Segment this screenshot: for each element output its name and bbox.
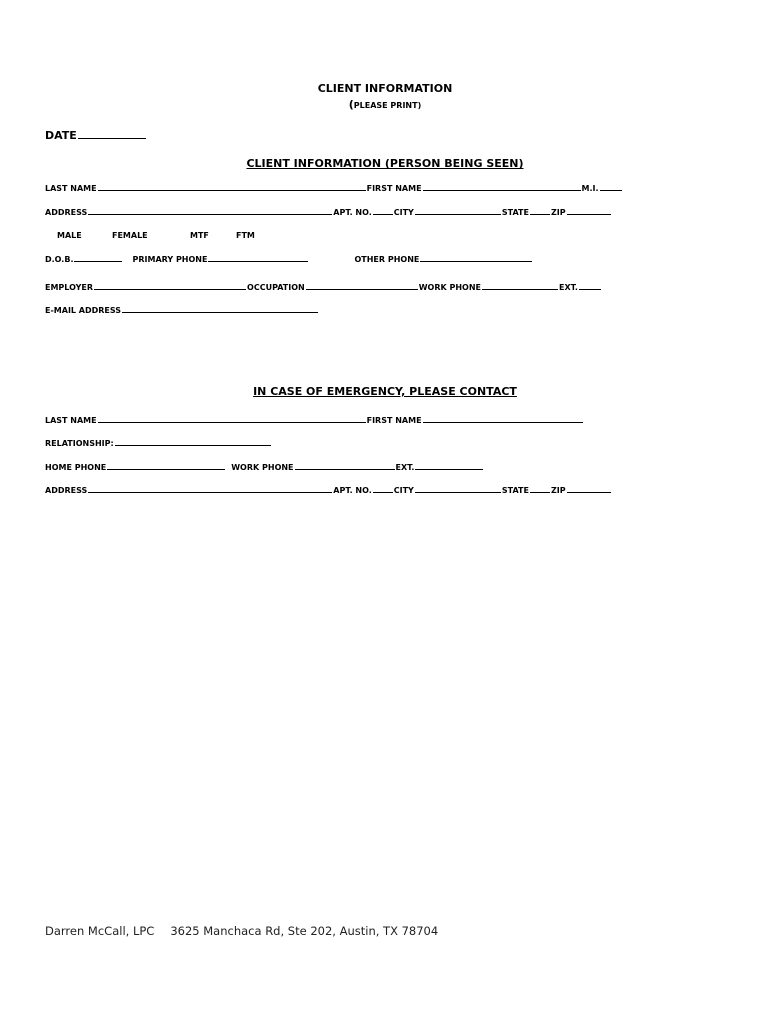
page-footer	[45, 924, 454, 938]
footer-practitioner-name: Darren McCall, LPC	[45, 924, 155, 938]
client-occupation-label: OCCUPATION	[247, 283, 305, 292]
client-address-label: ADDRESS	[45, 208, 88, 217]
date-field[interactable]	[78, 138, 146, 139]
emergency-work-phone-field[interactable]	[295, 469, 395, 470]
client-first-name-label: FIRST NAME	[366, 184, 422, 193]
emergency-address-label: ADDRESS	[45, 486, 88, 495]
client-name-row	[45, 184, 623, 193]
emergency-city-field[interactable]	[415, 492, 501, 493]
emergency-relationship-field[interactable]	[115, 445, 271, 446]
client-state-label: STATE	[501, 208, 529, 217]
emergency-last-name-field[interactable]	[98, 422, 366, 423]
client-primary-phone-field[interactable]	[208, 261, 308, 262]
emergency-zip-label: ZIP	[550, 486, 566, 495]
client-section-heading: CLIENT INFORMATION (PERSON BEING SEEN)	[246, 157, 524, 170]
client-city-field[interactable]	[415, 214, 501, 215]
client-mi-label: M.I.	[581, 184, 599, 193]
client-ext-label: EXT.	[559, 283, 578, 292]
client-dob-field[interactable]	[74, 261, 122, 262]
emergency-city-label: CITY	[393, 486, 414, 495]
footer-address: 3625 Manchaca Rd, Ste 202, Austin, TX 78704	[170, 924, 439, 938]
client-zip-label: ZIP	[550, 208, 566, 217]
emergency-apt-field[interactable]	[373, 492, 393, 493]
emergency-last-name-label: LAST NAME	[45, 416, 97, 425]
client-employer-label: EMPLOYER	[45, 283, 94, 292]
client-city-label: CITY	[393, 208, 414, 217]
client-apt-field[interactable]	[373, 214, 393, 215]
emergency-state-field[interactable]	[530, 492, 550, 493]
client-mi-field[interactable]	[600, 190, 622, 191]
client-last-name-field[interactable]	[98, 190, 366, 191]
client-primary-phone-label: PRIMARY PHONE	[132, 255, 208, 264]
client-dob-label: D.O.B.	[45, 255, 74, 264]
emergency-ext-field[interactable]	[415, 469, 483, 470]
emergency-work-phone-label: WORK PHONE	[231, 463, 294, 472]
gender-option-female[interactable]: FEMALE	[112, 231, 148, 240]
emergency-zip-field[interactable]	[567, 492, 611, 493]
emergency-relationship-row	[45, 439, 272, 448]
emergency-apt-label: APT. NO.	[333, 486, 372, 495]
date-row	[45, 129, 147, 142]
emergency-home-phone-label: HOME PHONE	[45, 463, 107, 472]
emergency-address-row	[45, 486, 612, 495]
emergency-state-label: STATE	[501, 486, 529, 495]
client-email-label: E-MAIL ADDRESS	[45, 306, 122, 315]
emergency-ext-label: EXT.	[395, 463, 415, 472]
client-zip-field[interactable]	[567, 214, 611, 215]
emergency-home-phone-field[interactable]	[107, 469, 225, 470]
gender-option-ftm[interactable]: FTM	[236, 231, 255, 240]
emergency-first-name-field[interactable]	[423, 422, 583, 423]
client-address-field[interactable]	[88, 214, 332, 215]
client-last-name-label: LAST NAME	[45, 184, 97, 193]
client-first-name-field[interactable]	[423, 190, 581, 191]
emergency-phone-row	[45, 463, 484, 472]
subtitle-paren: (	[348, 98, 354, 111]
emergency-address-field[interactable]	[88, 492, 332, 493]
gender-option-mtf[interactable]: MTF	[190, 231, 209, 240]
emergency-relationship-label: RELATIONSHIP:	[45, 439, 114, 448]
date-label: DATE	[45, 129, 77, 142]
client-email-row	[45, 306, 319, 315]
client-work-phone-field[interactable]	[482, 289, 558, 290]
client-address-row	[45, 208, 612, 217]
form-title: CLIENT INFORMATION	[317, 82, 453, 95]
client-state-field[interactable]	[530, 214, 550, 215]
client-employer-field[interactable]	[94, 289, 246, 290]
client-employer-row	[45, 283, 602, 292]
emergency-first-name-label: FIRST NAME	[366, 416, 422, 425]
emergency-section-heading: IN CASE OF EMERGENCY, PLEASE CONTACT	[253, 385, 517, 398]
client-occupation-field[interactable]	[306, 289, 418, 290]
client-apt-label: APT. NO.	[333, 208, 372, 217]
client-ext-field[interactable]	[579, 289, 601, 290]
client-email-field[interactable]	[122, 312, 318, 313]
client-other-phone-field[interactable]	[420, 261, 532, 262]
client-phone-row	[45, 255, 533, 264]
client-work-phone-label: WORK PHONE	[418, 283, 482, 292]
subtitle-text: PLEASE PRINT)	[353, 101, 422, 110]
gender-option-male[interactable]: MALE	[57, 231, 82, 240]
client-other-phone-label: OTHER PHONE	[354, 255, 420, 264]
form-subtitle	[0, 98, 770, 111]
emergency-name-row	[45, 416, 584, 425]
gender-options	[57, 231, 255, 240]
